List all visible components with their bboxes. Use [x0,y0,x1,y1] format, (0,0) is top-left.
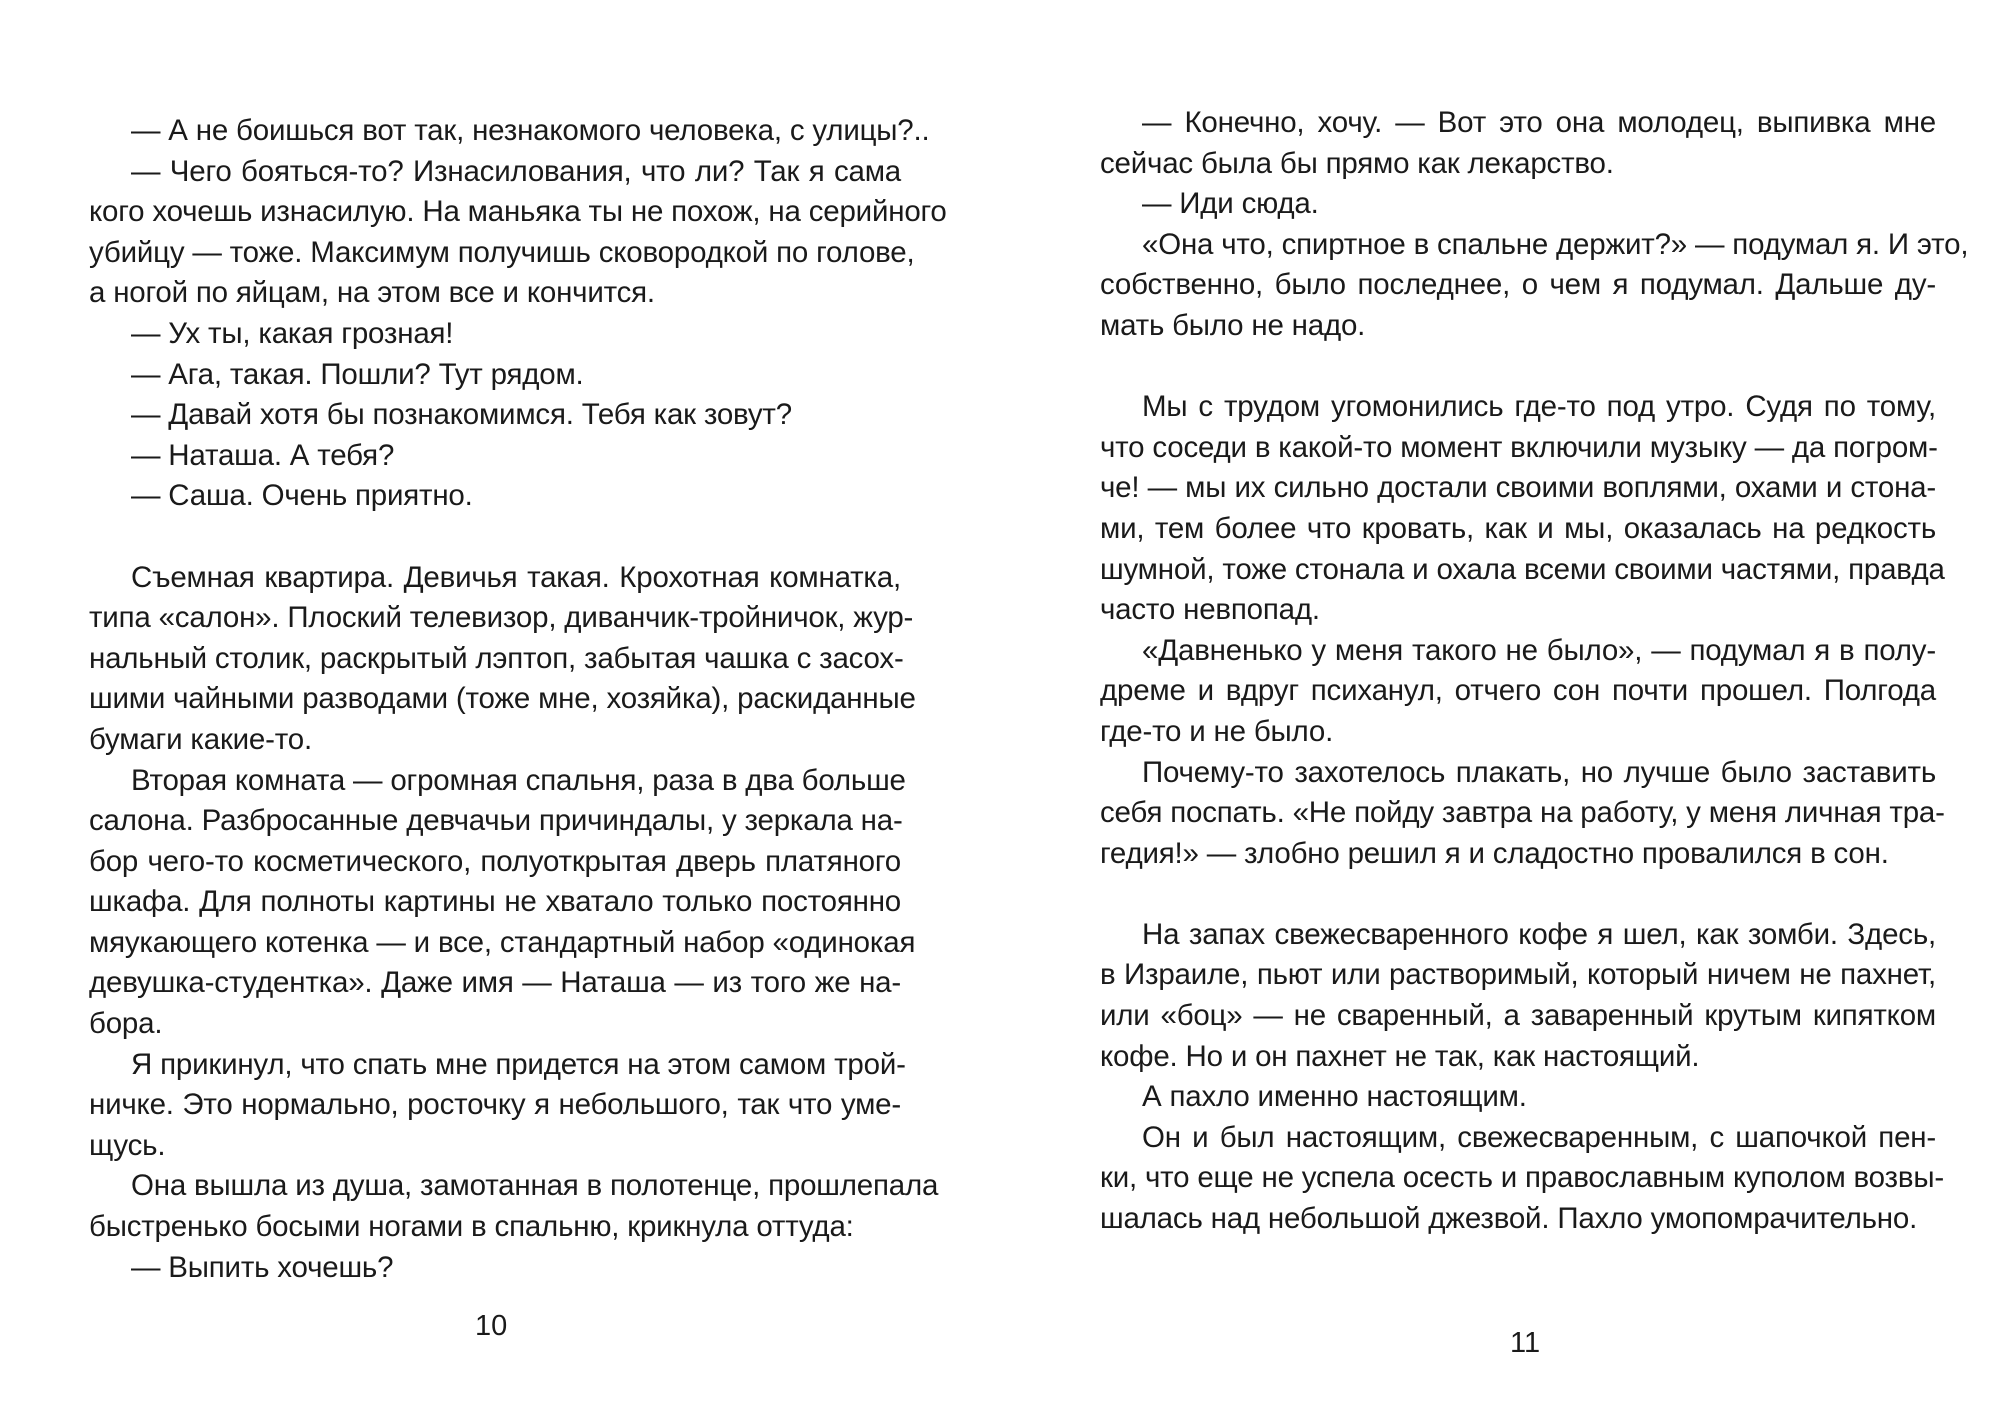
text-line: мать было не надо. [1100,308,1366,342]
paragraph-gap [89,517,901,558]
left-page-text [89,111,947,1288]
text-line: ми, тем более что кровать, как и мы, оказалась на редкость [1100,511,1936,545]
text-line: Вторая комната — огромная спальня, раза в два больше [131,763,906,797]
text-line: че! — мы их сильно достали своими воплями, охами и стона- [1100,471,1936,505]
text-line: — Иди сюда. [1142,187,1319,221]
text-line: дреме и вдруг психанул, отчего сон почти прошел. Полгода [1100,674,1936,708]
text-line: девушка-студентка». Даже имя — Наташа — из того же на- [89,966,901,1000]
text-line: Мы с трудом угомонились где-то под утро. Судя по тому, [1142,390,1936,424]
paragraph-gap [1100,874,1936,915]
text-line: — Саша. Очень приятно. [131,479,473,513]
text-line: кого хочешь изнасилую. На маньяка ты не похож, на серийного [89,195,947,229]
text-line: ничке. Это нормально, росточку я небольшого, так что уме- [89,1088,901,1122]
text-line: На запах свежесваренного кофе я шел, как зомби. Здесь, [1142,917,1936,951]
text-line: убийцу — тоже. Максимум получишь сковородкой по голове, [89,235,915,269]
right-page-text [1100,103,1969,1240]
text-line: шумной, тоже стонала и охала всеми своими частями, правда [1100,552,1945,586]
text-line: а ногой по яйцам, на этом все и кончится. [89,276,655,310]
text-line: — Чего бояться-то? Изнасилования, что ли? Так я сама [131,154,901,188]
text-line: гедия!» — злобно решил я и сладостно провалился в сон. [1100,836,1889,870]
text-line: — Ага, такая. Пошли? Тут рядом. [131,357,584,391]
text-line: быстренько босыми ногами в спальню, крикнула оттуда: [89,1210,854,1244]
text-line: — А не боишься вот так, незнакомого человека, с улицы?.. [131,114,930,147]
text-line: Он и был настоящим, свежесваренным, с шапочкой пен- [1142,1120,1936,1154]
text-line: — Конечно, хочу. — Вот это она молодец, выпивка мне [1142,106,1936,139]
text-line: — Давай хотя бы познакомимся. Тебя как зовут? [131,398,792,432]
text-line: салона. Разбросанные девчачьи причиндалы, у зеркала на- [89,804,903,838]
text-line: бумаги какие-то. [89,722,312,756]
text-line: в Израиле, пьют или растворимый, который ничем не пахнет, [1100,958,1936,992]
text-line: сейчас была бы прямо как лекарство. [1100,146,1614,180]
text-line: ки, что еще не успела осесть и православным куполом возвы- [1100,1161,1944,1195]
paragraph-gap [1100,347,1936,388]
text-line: нальный столик, раскрытый лэптоп, забытая чашка с засох- [89,641,904,675]
text-line: себя поспать. «Не пойду завтра на работу, у меня личная тра- [1100,796,1945,830]
left-page-number: 10 [475,1310,508,1342]
text-line: бор чего-то косметического, полуоткрытая дверь платяного [89,844,901,878]
text-line: «Она что, спиртное в спальне держит?» — подумал я. И это, [1142,227,1969,261]
text-line: собственно, было последнее, о чем я подумал. Дальше ду- [1100,268,1936,302]
text-line: щусь. [89,1128,166,1162]
text-line: кофе. Но и он пахнет не так, как настоящий. [1100,1039,1700,1073]
text-line: А пахло именно настоящим. [1142,1080,1527,1114]
text-line: часто невпопад. [1100,593,1320,627]
text-line: «Давненько у меня такого не было», — подумал я в полу- [1142,633,1936,667]
text-line: шкафа. Для полноты картины не хватало только постоянно [89,885,901,919]
text-line: — Наташа. А тебя? [131,438,395,472]
text-line: Я прикинул, что спать мне придется на этом самом трой- [131,1047,906,1081]
text-line: Съемная квартира. Девичья такая. Крохотная комнатка, [131,560,901,594]
text-line: Почему-то захотелось плакать, но лучше было заставить [1142,755,1936,789]
text-line: — Ух ты, какая грозная! [131,316,454,350]
text-line: или «боц» — не сваренный, а заваренный крутым кипятком [1100,999,1936,1033]
text-line: Она вышла из душа, замотанная в полотенце, прошлепала [131,1169,939,1203]
text-line: где-то и не было. [1100,714,1334,748]
text-line: — Выпить хочешь? [131,1250,394,1284]
text-line: шалась над небольшой джезвой. Пахло умопомрачительно. [1100,1202,1918,1236]
text-line: бора. [89,1007,163,1041]
text-line: шими чайными разводами (тоже мне, хозяйка), раскиданные [89,682,916,716]
text-line: типа «салон». Плоский телевизор, диванчик-тройничок, жур- [89,601,914,635]
text-line: мяукающего котенка — и все, стандартный набор «одинокая [89,925,916,959]
right-page-number: 11 [1510,1327,1541,1359]
text-line: что соседи в какой-то момент включили музыку — да погром- [1100,430,1938,464]
right-page [1000,0,2000,1425]
